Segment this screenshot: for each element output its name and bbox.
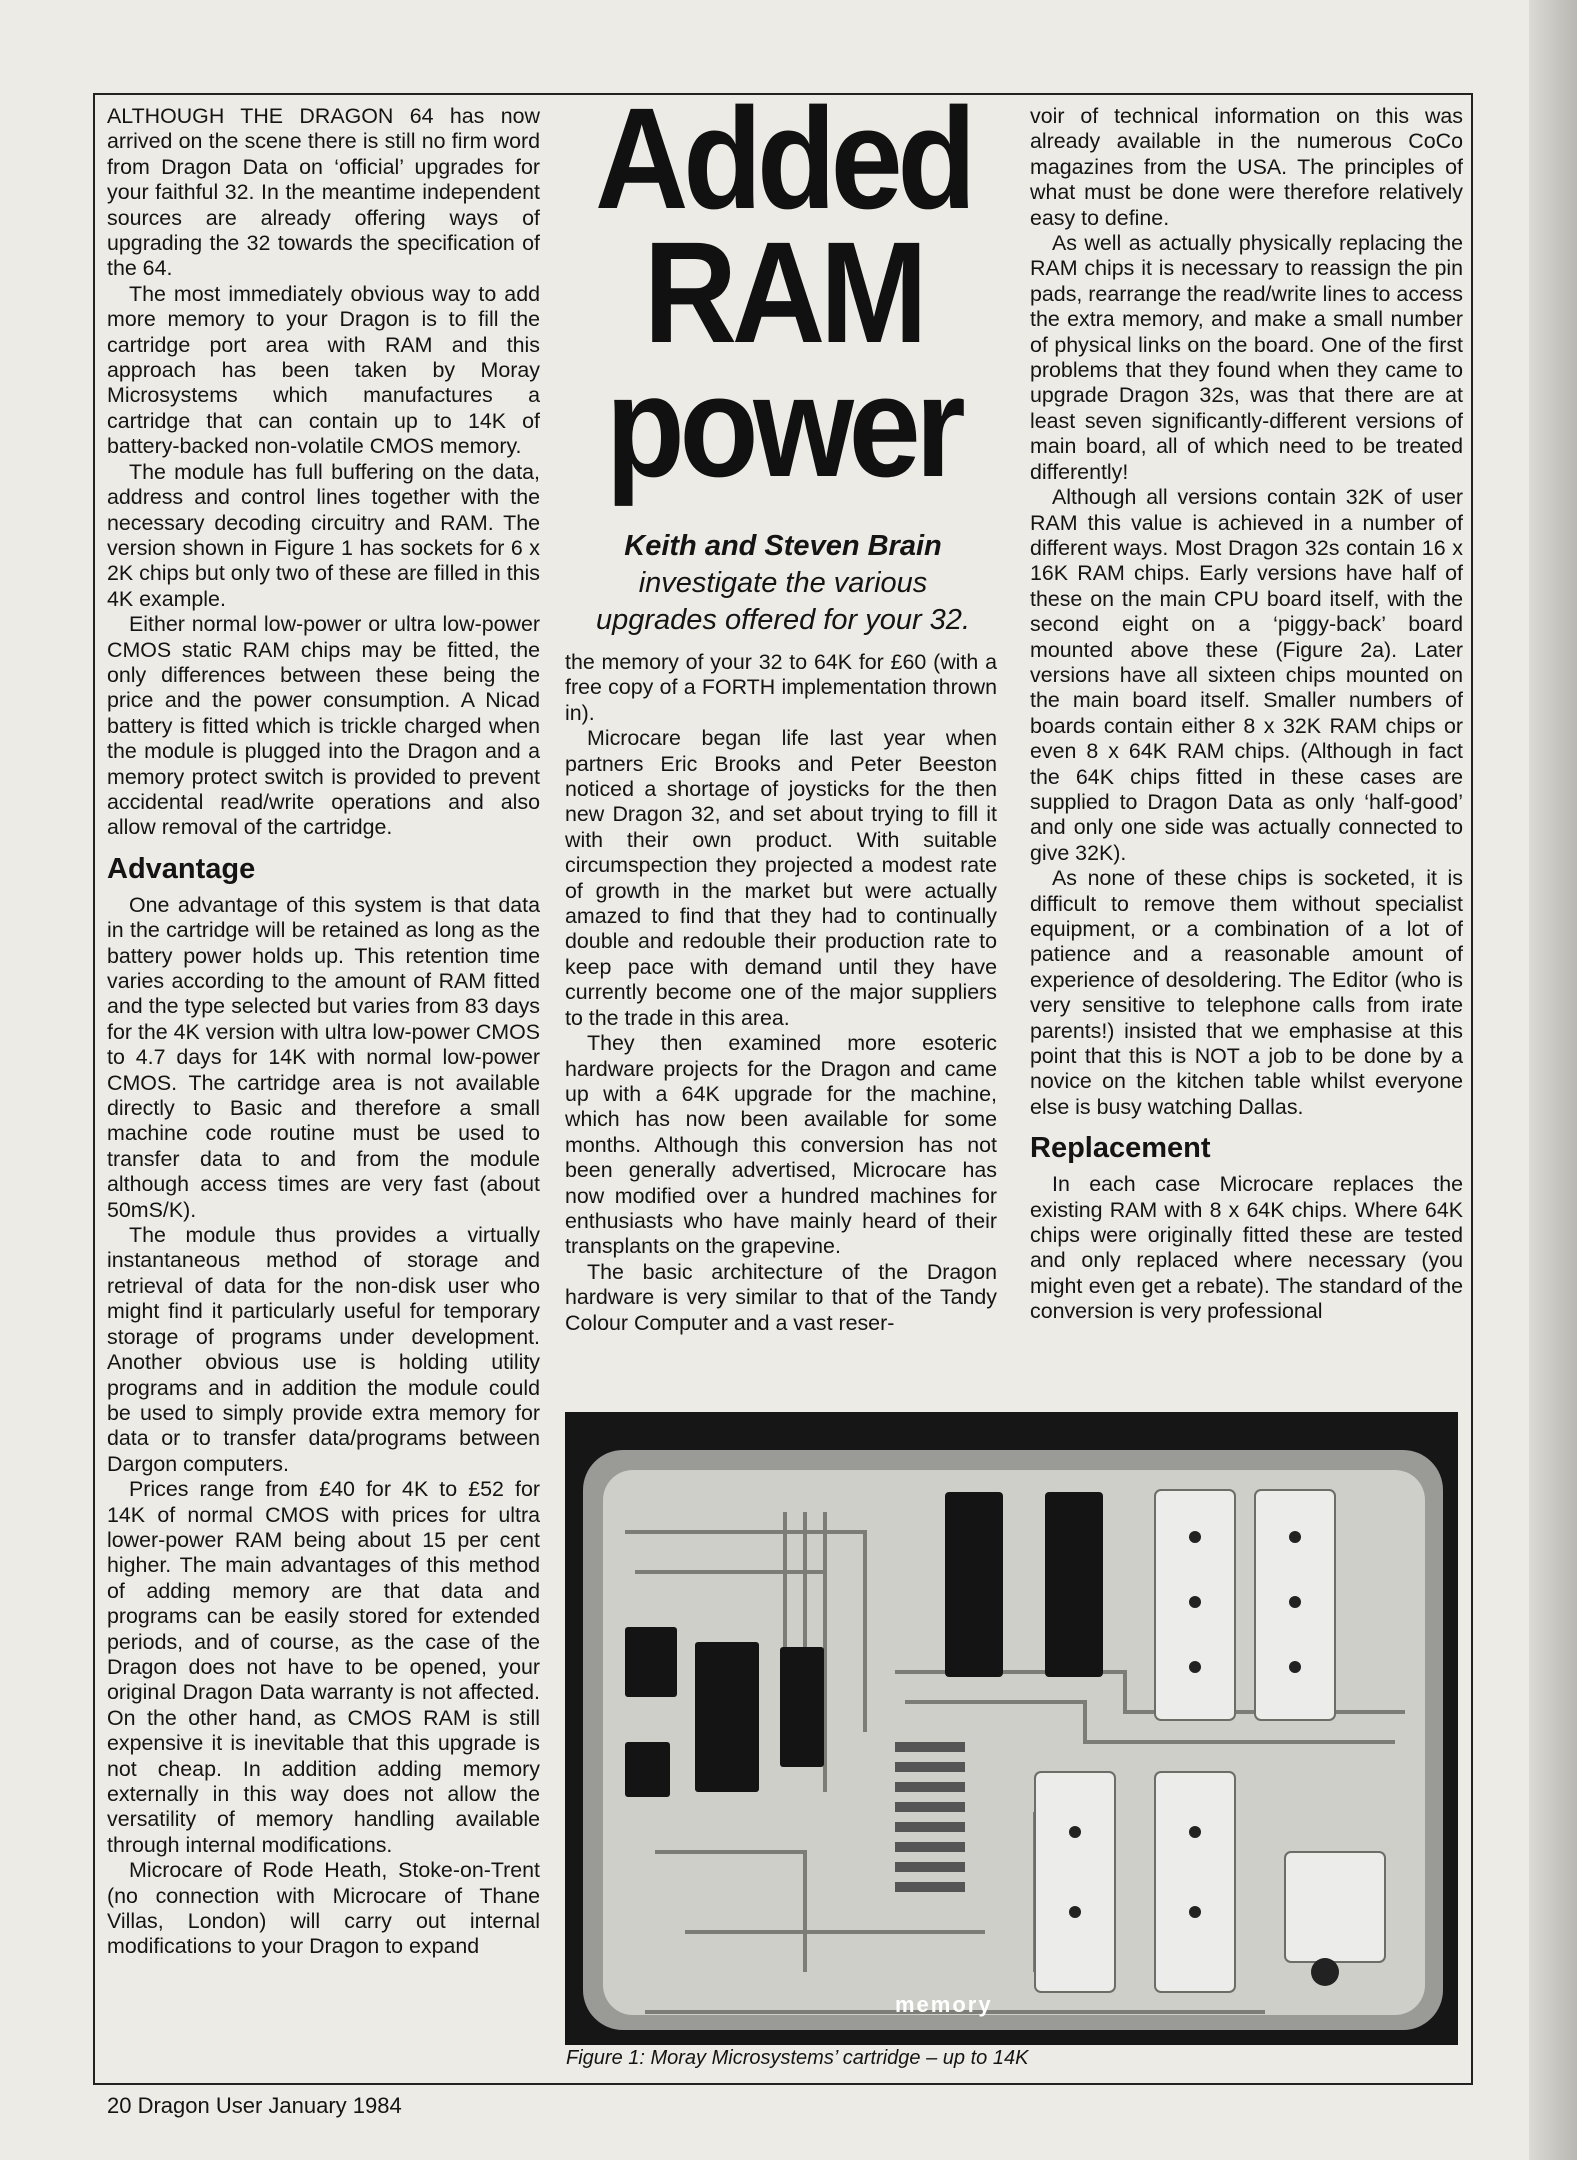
paragraph: voir of technical information on this was already available in the numerous CoCo magazines from the USA. The principles of what must be done were therefore relatively easy to define. — [1030, 104, 1463, 230]
paragraph: Either normal low-power or ultra low-power CMOS static RAM chips may be fitted, the only differences between these being the price and the power consumption. A Nicad battery is fitted which is trickle charged when the module is plugged into the Dragon and a memory protect switch is provided to prevent accidental read/write operations and also allow removal of the cartridge. — [107, 612, 540, 840]
headline — [590, 78, 977, 507]
paragraph: The most immediately obvious way to add more memory to your Dragon is to fill the cartridge port area with RAM and this approach has been taken by Moray Microsystems which manufactures a cartridge that can contain up to 14K of battery-backed non-volatile CMOS memory. — [107, 281, 540, 459]
paragraph: The module thus provides a virtually instantaneous method of storage and retrieval of data for the non-disk user who might find it particularly useful for temporary storage of programs under development. Another obvious use is holding utility programs and in addition the module could be used to simply provide extra memory for data or to transfer data/programs between Dargon computers. — [107, 1223, 540, 1476]
column-1 — [107, 104, 540, 1960]
paragraph: the memory of your 32 to 64K for £60 (with a free copy of a FORTH implementation thrown in). — [565, 650, 997, 725]
paragraph: As well as actually physically replacing the RAM chips it is necessary to reassign the pin pads, rearrange the read/write lines to access the extra memory, and make a small number of physical links on the board. One of the first problems that they found when they came to upgrade Dragon 32s, was that there are at least seven significantly-different versions of main board, all of which need to be treated differently! — [1030, 231, 1463, 484]
subheading-advantage: Advantage — [107, 852, 256, 885]
paragraph: Microcare of Rode Heath, Stoke-on-Trent (no connection with Microcare of Thane Villas, London) will carry out internal modifications to your Dragon to expand — [107, 1858, 540, 1959]
paragraph: ALTHOUGH THE DRAGON 64 has now arrived on the scene there is still no firm word from Dragon Data on ‘official’ upgrades for your faithful 32. In the meantime independent sources are already offering ways of upgrading the 32 towards the specification of the 64. — [107, 104, 540, 281]
subheading-replacement: Replacement — [1030, 1132, 1211, 1165]
page-edge — [1529, 0, 1577, 2160]
paragraph: The module has full buffering on the data, address and control lines together with the necessary decoding circuitry and RAM. The version shown in Figure 1 has sockets for 6 x 2K chips but only two of these are filled in this 4K example. — [107, 459, 540, 611]
headline-line: RAM — [643, 212, 923, 373]
paragraph: As none of these chips is socketed, it is difficult to remove them without specialist equipment, or a combination of a lot of patience and a reasonable amount of experience of desoldering. The Editor (who is very sensitive to telephone calls from irate parents!) insisted that we emphasise at this point that this is NOT a job to be done by a novice on the kitchen table whilst everyone else is busy watching Dallas. — [1030, 866, 1463, 1119]
paragraph: The basic architecture of the Dragon hardware is very similar to that of the Tandy Colour Computer and a vast reser- — [565, 1259, 997, 1335]
paragraph: Microcare began life last year when partners Eric Brooks and Peter Beeston noticed a shortage of joysticks for the then new Dragon 32, and set about trying to fill it with their own product. With suitable circumspection they projected a modest rate of growth in the market but were actually amazed to find that they had to continually double and redouble their production rate to keep pace with demand until they have currently become one of the major suppliers to the trade in this area. — [565, 726, 997, 1030]
page-folio: 20 Dragon User January 1984 — [107, 2093, 402, 2118]
paragraph: Although all versions contain 32K of user RAM this value is achieved in a number of different ways. Most Dragon 32s contain 16 x 16K RAM chips. Early versions have half of these on the main CPU board itself, with the second eight on a ‘piggy-back’ board mounted above these (Figure 2a). Later versions have all sixteen chips mounted on the main board itself. Smaller numbers of boards contain either 8 x 32K RAM chips or even 8 x 64K RAM chips. (Although in fact the 64K chips fitted in these cases are supplied to Dragon Data as only ‘half-good’ and only one side was actually connected to give 32K). — [1030, 485, 1463, 865]
column-2 — [565, 650, 997, 1336]
figure-caption: Figure 1: Moray Microsystems’ cartridge – up to 14K — [566, 2047, 1029, 2069]
paragraph: Prices range from £40 for 4K to £52 for 14K of normal CMOS with prices for ultra lower-power RAM being about 15 per cent higher. The main advantages of this method of adding memory are that data and programs can be easily stored for extended periods, and of course, as the case of the Dragon does not have to be opened, your original Dragon Data warranty is not affected. On the other hand, as CMOS RAM is still expensive it is inevitable that this upgrade is not cheap. In addition adding memory externally in this way does not allow the versatility of memory handling available through internal modifications. — [107, 1477, 540, 1857]
headline-line: power — [605, 346, 961, 507]
headline-line: Added — [594, 78, 972, 239]
column-3 — [1030, 104, 1463, 1325]
paragraph: In each case Microcare replaces the existing RAM with 8 x 64K chips. Where 64K chips were originally fitted these are tested and only replaced where necessary (you might even get a rebate). The standard of the conversion is very professional — [1030, 1172, 1463, 1324]
paragraph: They then examined more esoteric hardware projects for the Dragon and came up with a 64K upgrade for the machine, which has now been available for some months. Although this conversion has not been generally advertised, Microcare has now modified over a hundred machines for enthusiasts who have mainly heard of their transplants on the grapevine. — [565, 1031, 997, 1259]
paragraph: One advantage of this system is that data in the cartridge will be retained as long as the battery power holds up. This retention time varies according to the amount of RAM fitted and the type selected but varies from 83 days for the 4K version with ultra low-power CMOS to 4.7 days for 14K with normal low-power CMOS. The cartridge area is not available directly to Basic and therefore a small machine code routine must be used to transfer data to and from the module although access times are very fast (about 50mS/K). — [107, 892, 540, 1222]
byline-authors: Keith and Steven Brain — [624, 530, 942, 562]
byline-standfirst: investigate the various — [638, 567, 928, 599]
board-label: memory — [895, 1992, 993, 2017]
byline-standfirst: upgrades offered for your 32. — [595, 604, 970, 636]
byline — [568, 528, 998, 639]
figure-circuit-board-photo — [565, 1412, 1458, 2045]
